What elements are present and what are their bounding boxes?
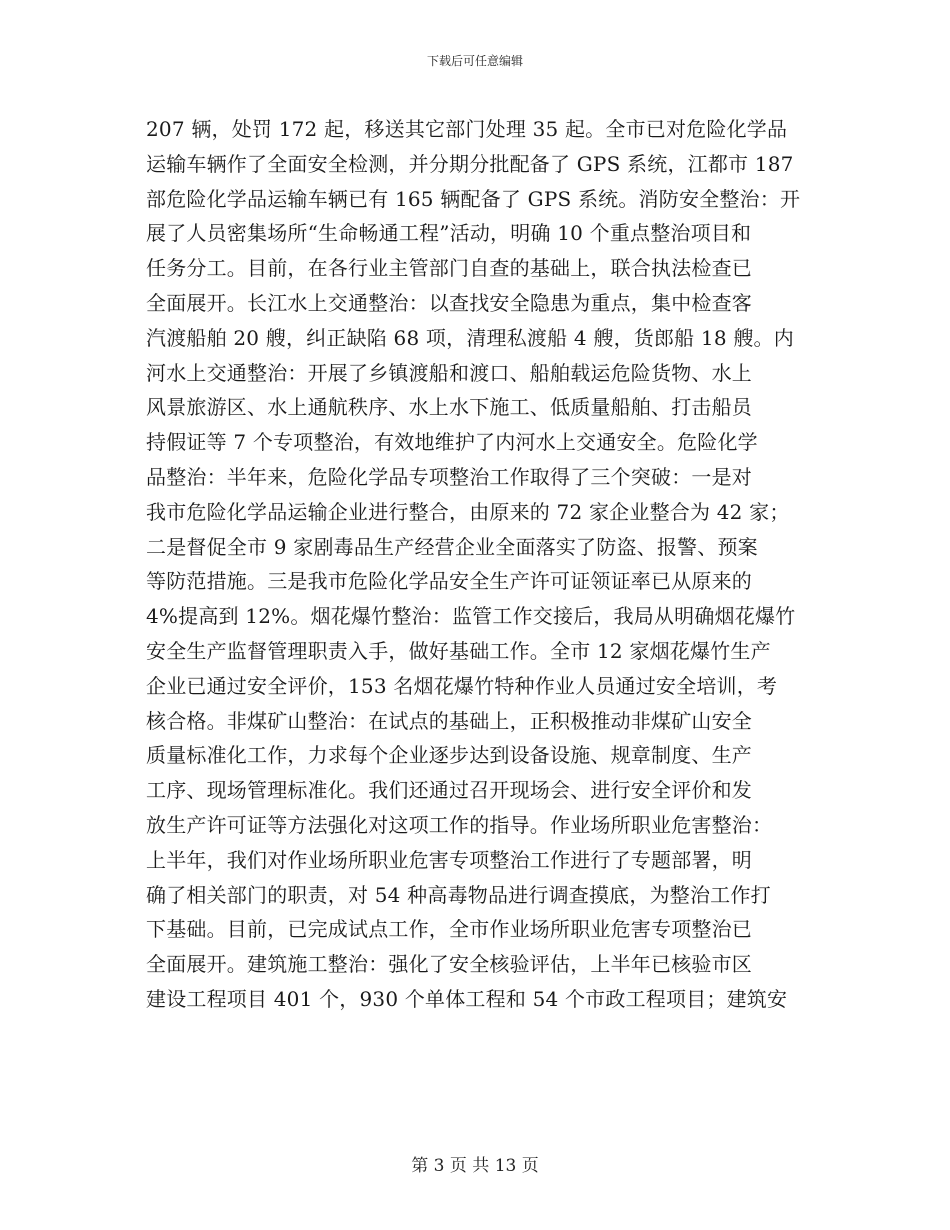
text-line: 任务分工。目前，在各行业主管部门自查的基础上，联合执法检查已: [146, 256, 752, 281]
text-line: 建设工程项目 401 个，930 个单体工程和 54 个市政工程项目；建筑安: [146, 986, 788, 1011]
page-number: 第 3 页 共 13 页: [411, 1156, 539, 1176]
text-line: 上半年，我们对作业场所职业危害专项整治工作进行了专题部署，明: [146, 847, 752, 872]
text-line: 品整治：半年来，危险化学品专项整治工作取得了三个突破：一是对: [146, 464, 752, 489]
text-line: 风景旅游区、水上通航秩序、水上水下施工、低质量船舶、打击船员: [146, 395, 752, 420]
text-line: 等防范措施。三是我市危险化学品安全生产许可证领证率已从原来的: [146, 569, 752, 594]
text-line: 全面展开。建筑施工整治：强化了安全核验评估，上半年已核验市区: [146, 952, 752, 977]
text-line: 放生产许可证等方法强化对这项工作的指导。作业场所职业危害整治：: [146, 812, 773, 837]
page-header: 下载后可任意编辑: [426, 54, 523, 68]
text-line: 核合格。非煤矿山整治：在试点的基础上，正积极推动非煤矿山安全: [146, 708, 752, 733]
text-line: 企业已通过安全评价，153 名烟花爆竹特种作业人员通过安全培训，考: [146, 673, 778, 698]
text-line: 4%提高到 12%。烟花爆竹整治：监管工作交接后，我局从明确烟花爆竹: [146, 604, 796, 629]
text-line: 下基础。目前，已完成试点工作，全市作业场所职业危害专项整治已: [146, 917, 752, 942]
text-line: 全面展开。长江水上交通整治：以查找安全隐患为重点，集中检查客: [146, 290, 752, 315]
text-line: 确了相关部门的职责，对 54 种高毒物品进行调查摸底，为整治工作打: [146, 882, 771, 907]
text-line: 展了人员密集场所“生命畅通工程”活动，明确 10 个重点整治项目和: [146, 221, 752, 246]
text-line: 安全生产监督管理职责入手，做好基础工作。全市 12 家烟花爆竹生产: [146, 638, 771, 663]
text-line: 工序、现场管理标准化。我们还通过召开现场会、进行安全评价和发: [146, 778, 752, 803]
text-line: 我市危险化学品运输企业进行整合，由原来的 72 家企业整合为 42 家；: [146, 499, 790, 524]
text-line: 部危险化学品运输车辆已有 165 辆配备了 GPS 系统。消防安全整治：开: [146, 186, 801, 211]
text-line: 二是督促全市 9 家剧毒品生产经营企业全面落实了防盗、报警、预案: [146, 534, 758, 559]
text-line: 207 辆，处罚 172 起，移送其它部门处理 35 起。全市已对危险化学品: [146, 117, 788, 141]
text-line: 质量标准化工作，力求每个企业逐步达到设备设施、规章制度、生产: [146, 743, 752, 768]
text-line: 持假证等 7 个专项整治，有效地维护了内河水上交通安全。危险化学: [146, 430, 758, 455]
body-text: [146, 112, 816, 1017]
text-line: 汽渡船舶 20 艘，纠正缺陷 68 项，清理私渡船 4 艘，货郎船 18 艘。内: [146, 325, 794, 350]
text-line: 河水上交通整治：开展了乡镇渡船和渡口、船舶载运危险货物、水上: [146, 360, 752, 385]
text-line: 运输车辆作了全面安全检测，并分期分批配备了 GPS 系统，江都市 187: [146, 151, 794, 176]
